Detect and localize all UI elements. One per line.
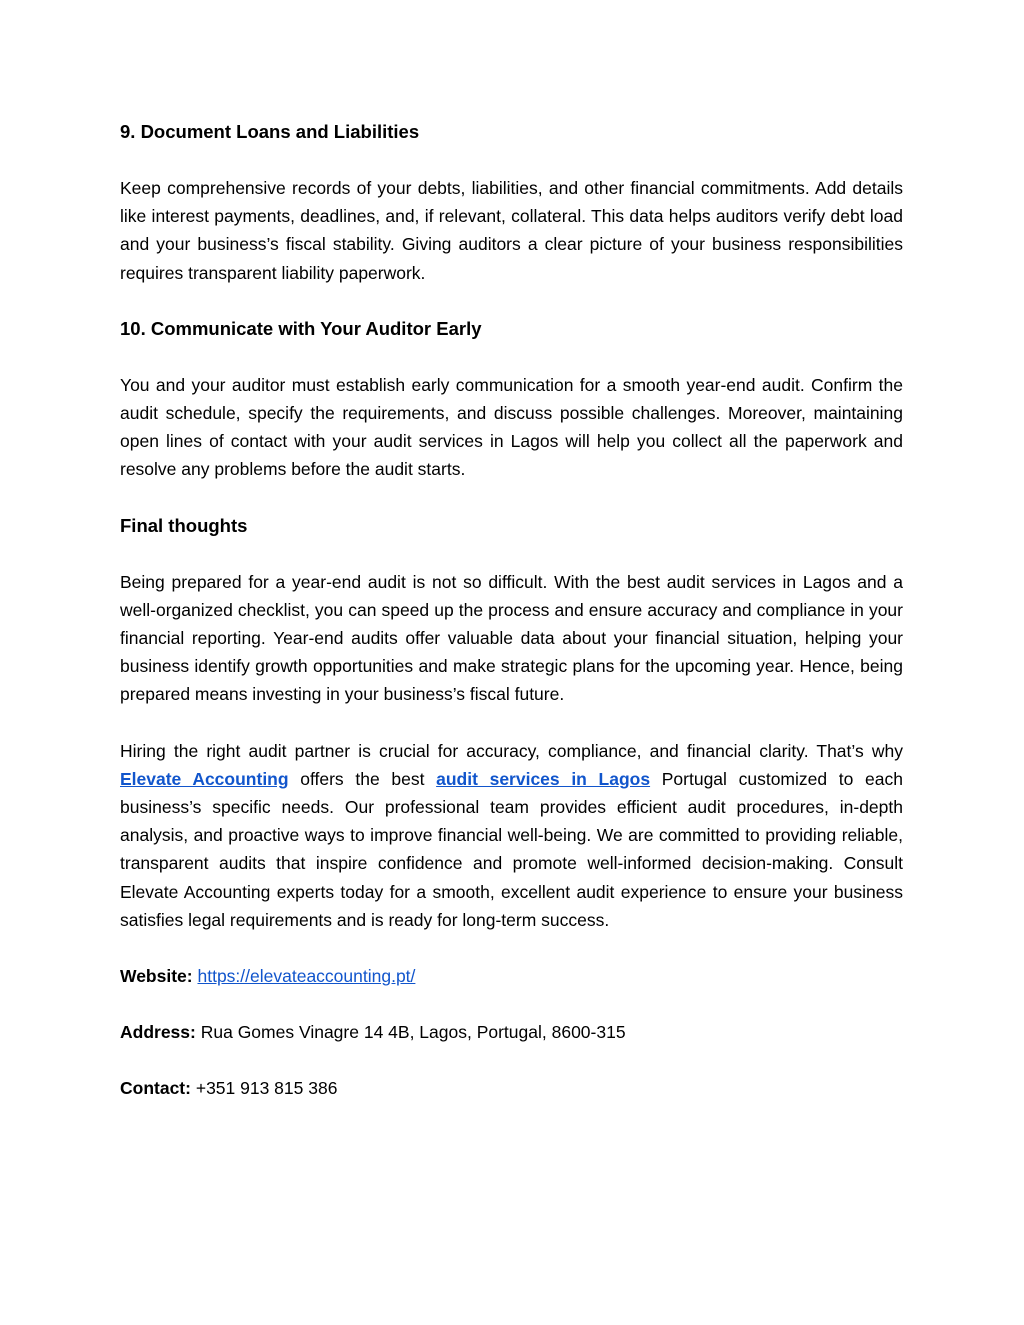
closing-paragraph (120, 737, 903, 934)
section-body-loans: Keep comprehensive records of your debts, liabilities, and other financial commitments. Add details like interest payments, deadlines, and, if relevant, collateral. This data helps auditors verify debt load and your business’s fiscal stability. Giving auditors a clear picture of your business responsibilities requires transparent liability paperwork. (120, 178, 903, 283)
section-heading-communicate: 10. Communicate with Your Auditor Early (120, 317, 482, 339)
contact-line (120, 1074, 903, 1102)
address-label: Address: (120, 1022, 196, 1043)
document-page (120, 112, 903, 1103)
website-line (120, 962, 903, 990)
address-line (120, 1018, 903, 1046)
website-label: Website: (120, 966, 193, 987)
closing-mid: offers the best (288, 768, 437, 789)
audit-services-link[interactable]: audit services in Lagos (436, 768, 651, 789)
closing-rest: Portugal customized to each business’s specific needs. Our professional team provides efficient audit procedures, in-depth analysis, and proactive ways to improve financial well-being. We are committed to providing reliable, transparent audits that inspire confidence and promote well-informed decision-making. Consult Elevate Accounting experts today for a smooth, excellent audit experience to ensure your business satisfies legal requirements and is ready for long-term success. (120, 768, 903, 930)
section-heading-final-thoughts: Final thoughts (120, 514, 248, 536)
contact-value: +351 913 815 386 (195, 1078, 338, 1099)
closing-intro: Hiring the right audit partner is crucial for accuracy, compliance, and financial clarity. That’s why (120, 740, 903, 761)
address-value: Rua Gomes Vinagre 14 4B, Lagos, Portugal, 8600-315 (200, 1022, 626, 1043)
section-body-final-thoughts: Being prepared for a year-end audit is not so difficult. With the best audit services in Lagos and a well-organized checklist, you can speed up the process and ensure accuracy and compliance in your financial reporting. Year-end audits offer valuable data about your financial situation, helping your business identify growth opportunities and make strategic plans for the upcoming year. Hence, being prepared means investing in your business’s fiscal future. (120, 571, 903, 705)
contact-label: Contact: (120, 1078, 191, 1099)
section-body-communicate: You and your auditor must establish early communication for a smooth year-end audit. Confirm the audit schedule, specify the requirements, and discuss possible challenges. Moreover, maintaining open lines of contact with your audit services in Lagos will help you collect all the paperwork and resolve any problems before the audit starts. (120, 374, 903, 480)
website-link[interactable]: https://elevateaccounting.pt/ (197, 966, 416, 987)
section-heading-loans: 9. Document Loans and Liabilities (120, 121, 420, 142)
elevate-accounting-link[interactable]: Elevate Accounting (120, 768, 289, 789)
